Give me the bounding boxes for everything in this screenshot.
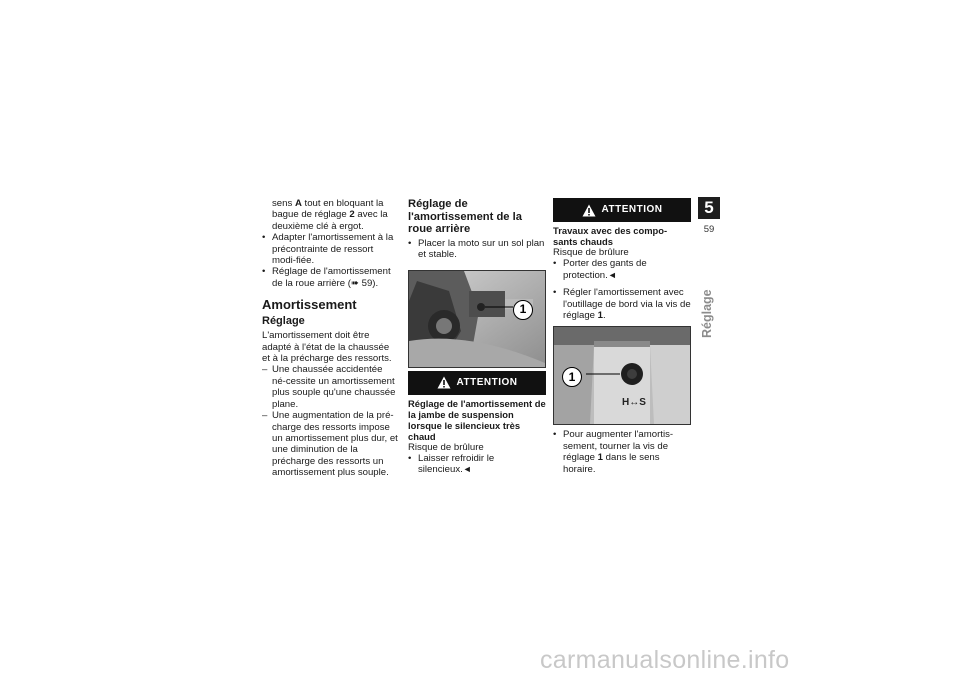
figure-callout-1: 1 bbox=[562, 367, 582, 387]
warning-label: ATTENTION bbox=[601, 204, 663, 216]
warning-bullet: • Laisser refroidir le silencieux.◄ bbox=[408, 453, 546, 476]
column-right bbox=[553, 198, 691, 475]
warning-text: Risque de brûlure bbox=[553, 247, 629, 258]
dash-item-rough-road: – Une chaussée accidentée né-cessite un amortissement plus souple qu'une chaussée plane. bbox=[262, 364, 398, 410]
intro-text: L'amortissement doit être adapté à l'état de la chaussée et à la précharge des ressorts. bbox=[262, 330, 392, 365]
figure-rear-shock bbox=[408, 270, 546, 368]
warning-title: Réglage de l'amortissement de la jambe de suspension lorsque le silencieux très chaud bbox=[408, 397, 546, 442]
end-mark-icon: ◄ bbox=[462, 464, 472, 475]
warning-banner bbox=[553, 198, 691, 222]
warning-triangle-icon bbox=[437, 376, 451, 389]
subheading-adjust: Réglage bbox=[262, 315, 305, 328]
bullet-increase-damping: • Pour augmenter l'amortis-sement, tourner la vis de réglage 1 dans le sens horaire. bbox=[553, 429, 691, 475]
section-heading-rear-damping: Réglage de l'amortissement de la roue arrière bbox=[408, 198, 522, 236]
column-left bbox=[262, 198, 398, 479]
continued-text: sens A tout en bloquant la bague de réglage 2 avec la deuxième clé à ergot. bbox=[272, 198, 388, 232]
hs-marking: H↔S bbox=[622, 397, 646, 409]
warning-label: ATTENTION bbox=[456, 376, 518, 388]
chapter-number: 5 bbox=[698, 197, 720, 219]
warning-banner bbox=[408, 371, 546, 395]
warning-text: Risque de brûlure bbox=[408, 441, 484, 453]
watermark-text: carmanualsonline.info bbox=[540, 646, 790, 674]
dash-item-preload: – Une augmentation de la pré-charge des ressorts impose un amortissement plus dur, et une diminution de la précharge des ressorts un amortissement plus souple. bbox=[262, 410, 398, 478]
warning-bullet: • Porter des gants de protection.◄ bbox=[553, 258, 691, 281]
bullet-level-ground: • Placer la moto sur un sol plan et stable. bbox=[408, 238, 546, 261]
bullet-adapt: • Adapter l'amortissement à la précontrainte de ressort modi-fiée. bbox=[262, 232, 398, 266]
chapter-label-vertical: Réglage bbox=[700, 289, 714, 338]
figure-adjust-screw bbox=[553, 326, 691, 425]
section-heading-damping: Amortissement bbox=[262, 297, 357, 313]
warning-title: Travaux avec des compo-sants chauds bbox=[553, 225, 668, 247]
end-mark-icon: ◄ bbox=[607, 269, 617, 280]
figure-callout-1: 1 bbox=[513, 300, 533, 320]
warning-triangle-icon bbox=[582, 204, 596, 217]
bullet-rear-damping: • Réglage de l'amortissement de la roue arrière (➠ 59). bbox=[262, 266, 398, 289]
page-number: 59 bbox=[703, 224, 715, 235]
column-middle bbox=[408, 198, 546, 476]
bullet-adjust-screw: • Régler l'amortissement avec l'outillage de bord via la vis de réglage 1. bbox=[553, 287, 691, 321]
